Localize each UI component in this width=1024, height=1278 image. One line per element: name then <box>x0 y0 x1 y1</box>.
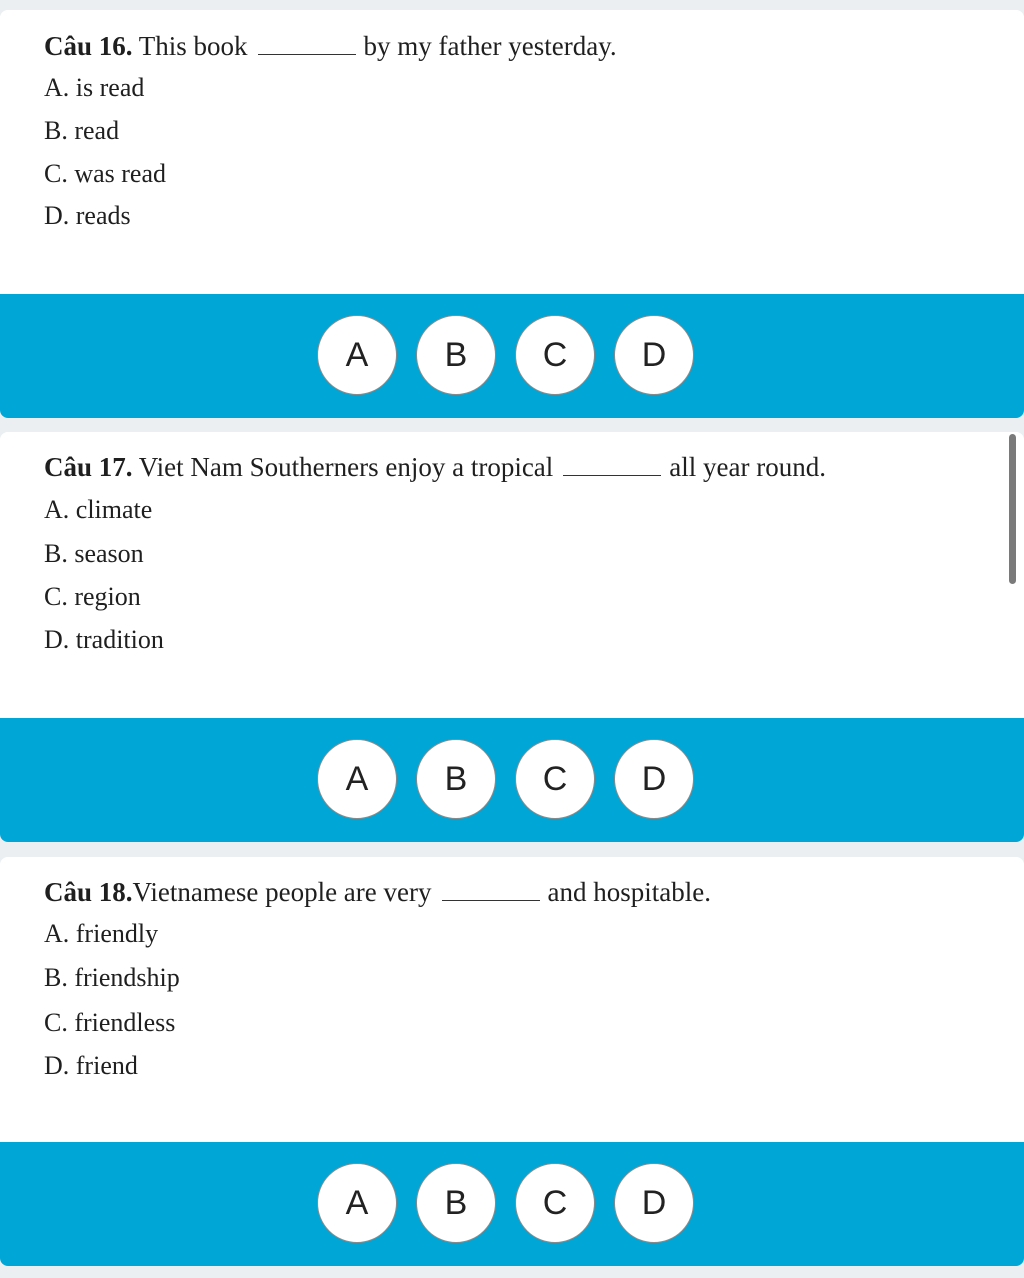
answer-blank <box>258 30 356 55</box>
question-body <box>0 10 1024 294</box>
scrollbar[interactable] <box>1009 434 1016 584</box>
answer-button-d[interactable]: D <box>614 739 694 819</box>
answer-button-c[interactable]: C <box>515 1163 595 1243</box>
option-d: D. friend <box>44 1051 138 1080</box>
question-stem-before: Viet Nam Southerners enjoy a tropical <box>132 452 554 482</box>
option-c: C. friendless <box>44 1008 176 1037</box>
answer-button-c[interactable]: C <box>515 739 595 819</box>
option-b: B. season <box>44 539 144 568</box>
answer-button-b[interactable]: B <box>416 739 496 819</box>
answer-blank <box>442 876 540 901</box>
question-text <box>44 876 711 908</box>
option-c: C. region <box>44 582 141 611</box>
answer-button-a[interactable]: A <box>317 739 397 819</box>
answer-button-b[interactable]: B <box>416 315 496 395</box>
option-c: C. was read <box>44 159 167 188</box>
question-card-18 <box>0 857 1024 1266</box>
question-stem-after: and hospitable. <box>547 877 711 907</box>
question-stem-after: all year round. <box>669 452 826 482</box>
answer-button-b[interactable]: B <box>416 1163 496 1243</box>
option-b: B. friendship <box>44 963 180 992</box>
answer-bar <box>0 1142 1024 1266</box>
option-a: A. is read <box>44 73 145 102</box>
answer-button-d[interactable]: D <box>614 1163 694 1243</box>
question-number: Câu 18. <box>44 877 133 907</box>
answer-button-c[interactable]: C <box>515 315 595 395</box>
question-stem-after: by my father yesterday. <box>363 31 617 61</box>
question-number: Câu 17. <box>44 452 133 482</box>
question-card-17 <box>0 432 1024 842</box>
option-d: D. tradition <box>44 625 164 654</box>
option-b: B. read <box>44 116 120 145</box>
option-a: A. friendly <box>44 919 159 948</box>
answer-bar <box>0 294 1024 418</box>
option-d: D. reads <box>44 201 131 230</box>
question-number: Câu 16. <box>44 31 133 61</box>
answer-bar <box>0 718 1024 842</box>
question-body <box>0 432 1024 718</box>
answer-button-a[interactable]: A <box>317 1163 397 1243</box>
answer-button-a[interactable]: A <box>317 315 397 395</box>
question-card-16 <box>0 10 1024 418</box>
question-body <box>0 857 1024 1142</box>
question-text <box>44 451 826 483</box>
question-stem-before: This book <box>132 31 248 61</box>
answer-blank <box>563 451 661 476</box>
option-a: A. climate <box>44 495 153 524</box>
answer-button-d[interactable]: D <box>614 315 694 395</box>
question-text <box>44 30 617 62</box>
question-stem-before: Vietnamese people are very <box>132 877 432 907</box>
